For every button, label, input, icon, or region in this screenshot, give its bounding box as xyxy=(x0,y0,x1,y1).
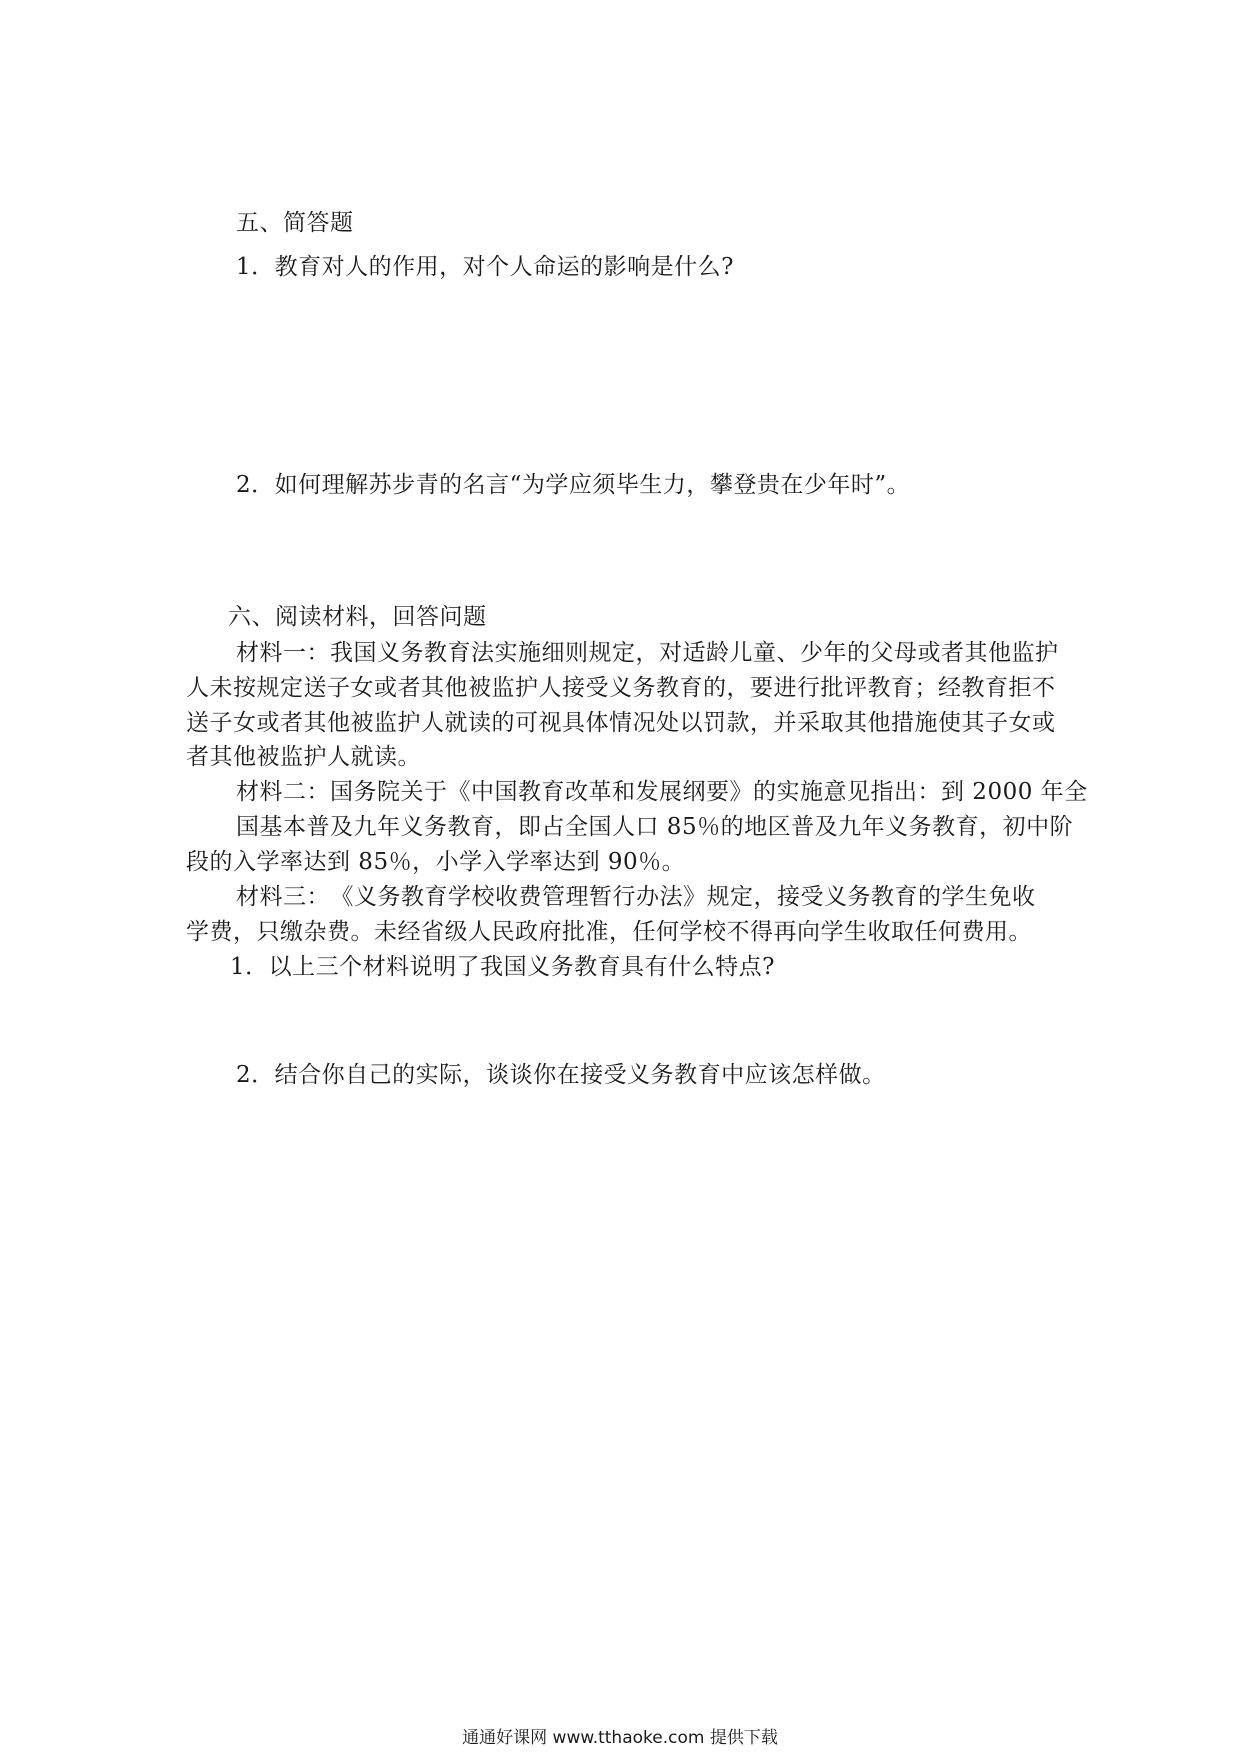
section-5-heading: 五、简答题 xyxy=(236,210,354,236)
material-2-line-2: 国基本普及九年义务教育，即占全国人口 85％的地区普及九年义务教育，初中阶 xyxy=(236,814,1074,840)
material-1-line-2: 人未按规定送子女或者其他被监护人接受义务教育的，要进行批评教育；经教育拒不 xyxy=(186,675,1056,701)
page-footer: 通通好课网 www.tthaoke.com 提供下载 xyxy=(462,1728,778,1748)
material-2-line-3: 段的入学率达到 85％，小学入学率达到 90％。 xyxy=(186,849,686,875)
material-2-line-1: 材料二：国务院关于《中国教育改革和发展纲要》的实施意见指出：到 2000 年全 xyxy=(236,779,1088,805)
material-1-line-1: 材料一：我国义务教育法实施细则规定，对适龄儿童、少年的父母或者其他监护 xyxy=(236,640,1059,666)
material-3-line-2: 学费，只缴杂费。未经省级人民政府批准，任何学校不得再向学生收取任何费用。 xyxy=(186,919,1032,945)
section-6-question-1: 1．以上三个材料说明了我国义务教育具有什么特点? xyxy=(230,954,775,980)
section-5-question-1: 1．教育对人的作用，对个人命运的影响是什么? xyxy=(236,254,734,280)
material-1-line-4: 者其他被监护人就读。 xyxy=(186,744,421,770)
section-6-question-2: 2．结合你自己的实际，谈谈你在接受义务教育中应该怎样做。 xyxy=(236,1062,886,1088)
section-6-heading: 六、阅读材料，回答问题 xyxy=(228,604,487,630)
section-5-question-2: 2．如何理解苏步青的名言“为学应须毕生力，攀登贵在少年时”。 xyxy=(236,472,911,498)
material-1-line-3: 送子女或者其他被监护人就读的可视具体情况处以罚款，并采取其他措施使其子女或 xyxy=(186,710,1056,736)
material-3-line-1: 材料三： 《义务教育学校收费管理暂行办法》规定，接受义务教育的学生免收 xyxy=(236,884,1036,910)
